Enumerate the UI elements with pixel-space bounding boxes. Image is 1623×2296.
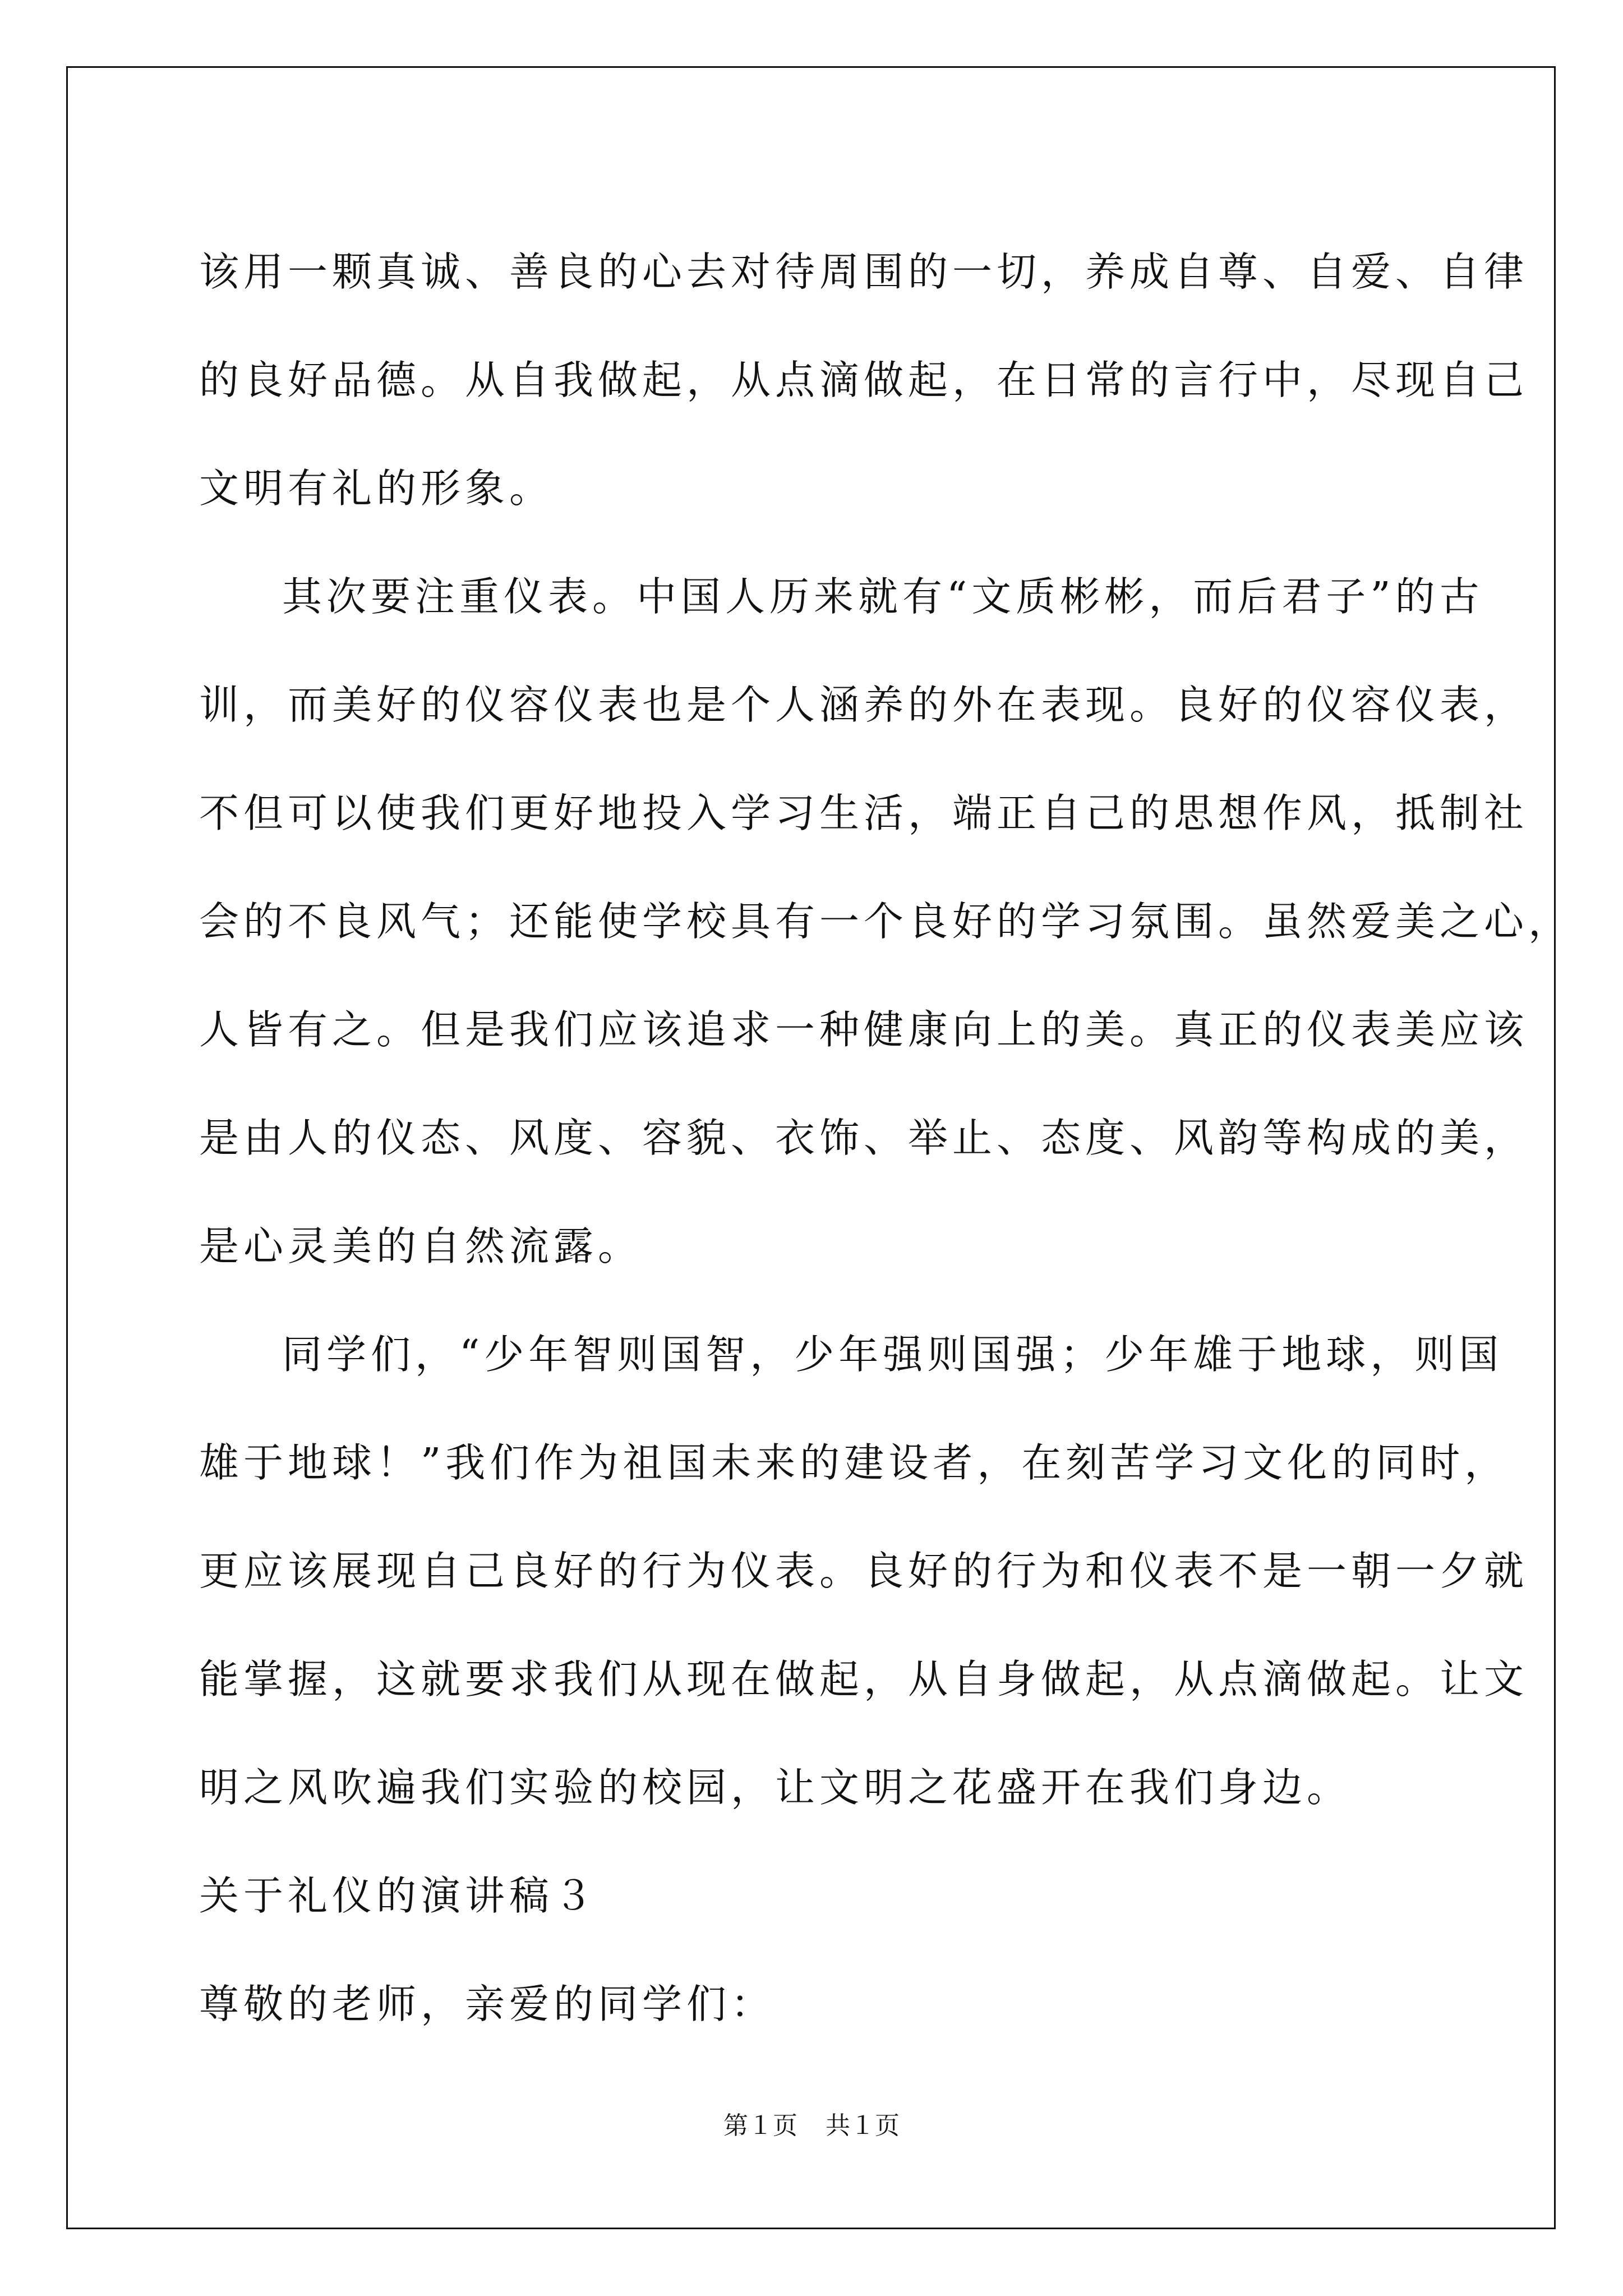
text-line: 其次要注重仪表。中国人历来就有“文质彬彬，而后君子”的古 [282, 573, 1484, 620]
text-line: 文明有礼的形象。 [199, 465, 554, 512]
salutation: 尊敬的老师，亲爱的同学们： [199, 1981, 776, 2027]
text-line: 更应该展现自己良好的行为仪表。良好的行为和仪表不是一朝一夕就 [199, 1548, 1529, 1594]
text-line: 人皆有之。但是我们应该追求一种健康向上的美。真正的仪表美应该 [199, 1006, 1529, 1053]
text-line: 的良好品德。从自我做起，从点滴做起，在日常的言行中，尽现自己 [199, 357, 1529, 403]
text-line: 明之风吹遍我们实验的校园，让文明之花盛开在我们身边。 [199, 1764, 1352, 1811]
text-line: 该用一颗真诚、善良的心去对待周围的一切，养成自尊、自爱、自律 [199, 249, 1529, 295]
text-line: 训，而美好的仪容仪表也是个人涵养的外在表现。良好的仪容仪表， [199, 682, 1529, 728]
page-number: 第１页 [723, 2112, 797, 2139]
text-line: 同学们，“少年智则国智，少年强则国强；少年雄于地球，则国 [282, 1331, 1504, 1378]
text-line: 会的不良风气；还能使学校具有一个良好的学习氛围。虽然爱美之心， [199, 898, 1573, 945]
text-line: 是心灵美的自然流露。 [199, 1223, 643, 1269]
text-line: 是由人的仪态、风度、容貌、衣饰、举止、态度、风韵等构成的美， [199, 1115, 1529, 1161]
page-footer [0, 2109, 1623, 2143]
document-body [199, 218, 1573, 2058]
section-title: 关于礼仪的演讲稿３ [199, 1872, 598, 1919]
text-line: 能掌握，这就要求我们从现在做起，从自身做起，从点滴做起。让文 [199, 1656, 1529, 1703]
page-total: 共１页 [826, 2112, 900, 2139]
text-line: 雄于地球！”我们作为祖国未来的建设者，在刻苦学习文化的同时， [199, 1439, 1509, 1486]
text-line: 不但可以使我们更好地投入学习生活，端正自己的思想作风，抵制社 [199, 790, 1529, 836]
